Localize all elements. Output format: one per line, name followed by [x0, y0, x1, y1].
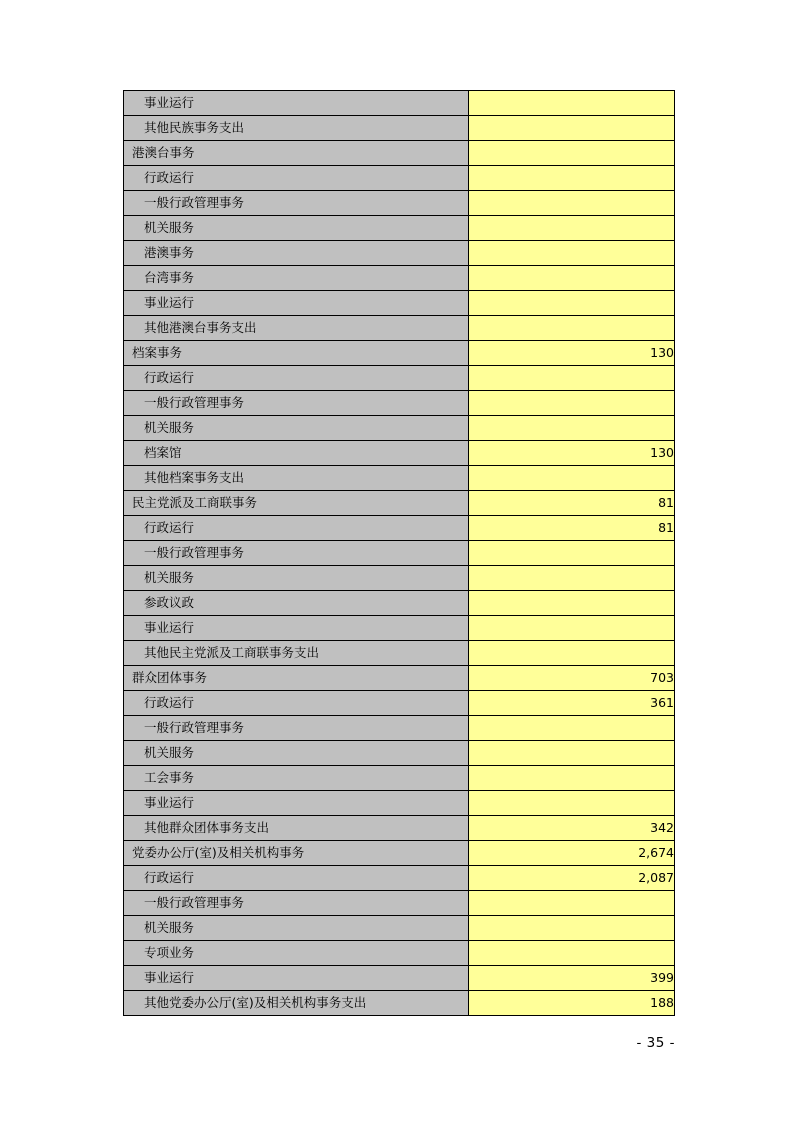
row-label: 行政运行 — [124, 366, 469, 391]
table-row — [124, 366, 675, 391]
row-label: 机关服务 — [124, 216, 469, 241]
table-row — [124, 516, 675, 541]
row-amount — [469, 366, 675, 391]
row-amount — [469, 191, 675, 216]
budget-expenditure-table — [123, 90, 675, 1016]
row-label: 一般行政管理事务 — [124, 541, 469, 566]
table-row — [124, 666, 675, 691]
table-row — [124, 941, 675, 966]
row-label: 参政议政 — [124, 591, 469, 616]
row-label: 行政运行 — [124, 866, 469, 891]
row-amount — [469, 916, 675, 941]
row-label: 一般行政管理事务 — [124, 391, 469, 416]
row-amount — [469, 541, 675, 566]
table-row — [124, 766, 675, 791]
table-row — [124, 141, 675, 166]
table-row — [124, 291, 675, 316]
row-amount — [469, 391, 675, 416]
table-row — [124, 616, 675, 641]
table-row — [124, 391, 675, 416]
row-amount: 81 — [469, 516, 675, 541]
row-amount — [469, 891, 675, 916]
row-amount: 130 — [469, 441, 675, 466]
table-row — [124, 316, 675, 341]
table-row — [124, 166, 675, 191]
row-amount: 2,087 — [469, 866, 675, 891]
row-amount — [469, 616, 675, 641]
table-row — [124, 566, 675, 591]
table-row — [124, 816, 675, 841]
row-amount — [469, 241, 675, 266]
row-label: 机关服务 — [124, 741, 469, 766]
table-row — [124, 341, 675, 366]
table-row — [124, 866, 675, 891]
row-label: 事业运行 — [124, 616, 469, 641]
row-amount — [469, 941, 675, 966]
row-amount — [469, 216, 675, 241]
table-row — [124, 466, 675, 491]
table-row — [124, 116, 675, 141]
row-label: 党委办公厅(室)及相关机构事务 — [124, 841, 469, 866]
page-number: - 35 - — [636, 1035, 675, 1051]
table-row — [124, 491, 675, 516]
row-amount — [469, 716, 675, 741]
row-amount — [469, 141, 675, 166]
table-row — [124, 891, 675, 916]
row-label: 一般行政管理事务 — [124, 716, 469, 741]
table-row — [124, 591, 675, 616]
row-amount — [469, 316, 675, 341]
row-amount — [469, 591, 675, 616]
table-row — [124, 741, 675, 766]
row-label: 港澳台事务 — [124, 141, 469, 166]
row-label: 民主党派及工商联事务 — [124, 491, 469, 516]
row-amount: 2,674 — [469, 841, 675, 866]
row-amount: 361 — [469, 691, 675, 716]
table-body — [124, 91, 675, 1016]
table-row — [124, 441, 675, 466]
row-amount — [469, 741, 675, 766]
table-row — [124, 216, 675, 241]
table-row — [124, 91, 675, 116]
row-label: 机关服务 — [124, 916, 469, 941]
row-label: 其他民主党派及工商联事务支出 — [124, 641, 469, 666]
table-row — [124, 991, 675, 1016]
row-label: 事业运行 — [124, 966, 469, 991]
row-label: 台湾事务 — [124, 266, 469, 291]
row-amount: 188 — [469, 991, 675, 1016]
row-amount — [469, 266, 675, 291]
row-label: 一般行政管理事务 — [124, 891, 469, 916]
row-label: 事业运行 — [124, 91, 469, 116]
row-label: 其他民族事务支出 — [124, 116, 469, 141]
row-label: 机关服务 — [124, 566, 469, 591]
row-label: 行政运行 — [124, 691, 469, 716]
table-row — [124, 966, 675, 991]
table-row — [124, 266, 675, 291]
row-amount — [469, 91, 675, 116]
row-label: 一般行政管理事务 — [124, 191, 469, 216]
row-label: 事业运行 — [124, 791, 469, 816]
row-amount: 703 — [469, 666, 675, 691]
row-label: 专项业务 — [124, 941, 469, 966]
row-amount — [469, 466, 675, 491]
row-label: 其他党委办公厅(室)及相关机构事务支出 — [124, 991, 469, 1016]
row-amount — [469, 291, 675, 316]
row-amount — [469, 166, 675, 191]
row-label: 港澳事务 — [124, 241, 469, 266]
table-row — [124, 241, 675, 266]
table-row — [124, 791, 675, 816]
table-row — [124, 416, 675, 441]
row-label: 机关服务 — [124, 416, 469, 441]
row-label: 档案馆 — [124, 441, 469, 466]
row-amount: 399 — [469, 966, 675, 991]
row-label: 其他档案事务支出 — [124, 466, 469, 491]
table-row — [124, 641, 675, 666]
table-row — [124, 541, 675, 566]
table-row — [124, 841, 675, 866]
row-amount — [469, 641, 675, 666]
row-amount — [469, 766, 675, 791]
row-amount — [469, 791, 675, 816]
row-amount: 130 — [469, 341, 675, 366]
table-row — [124, 191, 675, 216]
row-label: 其他港澳台事务支出 — [124, 316, 469, 341]
row-label: 群众团体事务 — [124, 666, 469, 691]
table-row — [124, 691, 675, 716]
table-row — [124, 916, 675, 941]
row-amount — [469, 116, 675, 141]
row-amount — [469, 416, 675, 441]
row-amount: 81 — [469, 491, 675, 516]
row-label: 事业运行 — [124, 291, 469, 316]
row-amount — [469, 566, 675, 591]
row-label: 档案事务 — [124, 341, 469, 366]
row-amount: 342 — [469, 816, 675, 841]
row-label: 工会事务 — [124, 766, 469, 791]
row-label: 其他群众团体事务支出 — [124, 816, 469, 841]
row-label: 行政运行 — [124, 516, 469, 541]
row-label: 行政运行 — [124, 166, 469, 191]
table-row — [124, 716, 675, 741]
